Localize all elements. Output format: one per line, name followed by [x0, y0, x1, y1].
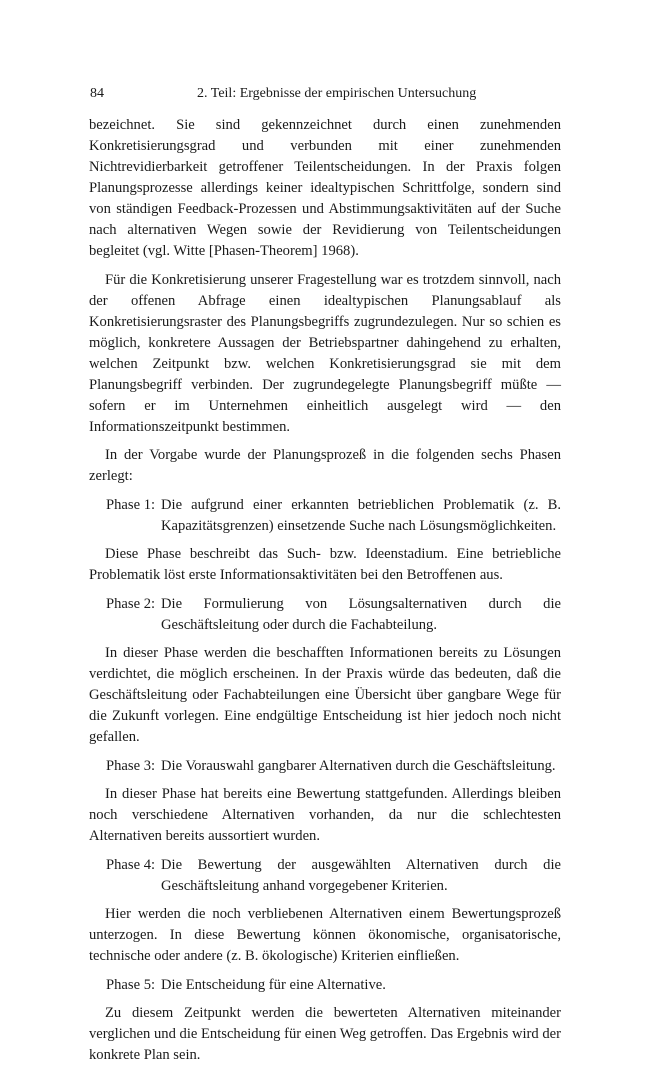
phase-label: Phase 4:: [106, 856, 156, 873]
phase-title: Die aufgrund einer erkannten betrieblichen Problematik (z. B. Kapazitätsgrenzen) einsetzende Suche nach Lösungsmöglichkeiten.: [161, 496, 561, 534]
phase-explanation: Zu diesem Zeitpunkt werden die bewerteten Alternativen miteinander verglichen und die Entscheidung für einen Weg getroffen. Das Ergebnis wird der konkrete Plan sein.: [89, 1005, 561, 1063]
phase-explanation: In dieser Phase hat bereits eine Bewertung stattgefunden. Allerdings bleiben noch verschiedene Alternativen vorhanden, da nur die schlechtesten Alternativen bereits aussortiert wurden.: [89, 786, 561, 844]
phase-title: Die Entscheidung für eine Alternative.: [161, 976, 386, 993]
phase-item: [89, 594, 561, 636]
paragraph: In der Vorgabe wurde der Planungsprozeß in die folgenden sechs Phasen zerlegt:: [89, 447, 561, 484]
phase-title: Die Formulierung von Lösungsalternativen durch die Geschäftsleitung oder durch die Fachabteilung.: [161, 595, 561, 633]
phase-explanation: Diese Phase beschreibt das Such- bzw. Ideenstadium. Eine betriebliche Problematik löst erste Informationsaktivitäten bei den Betroffenen aus.: [89, 546, 561, 583]
running-head: 2. Teil: Ergebnisse der empirischen Untersuchung: [197, 86, 477, 101]
phase-label: Phase 3:: [106, 757, 156, 774]
body-text: [89, 115, 561, 1074]
phase-item: [89, 855, 561, 897]
phase-label: Phase 5:: [106, 976, 156, 993]
phase-item: [89, 495, 561, 537]
phase-label: Phase 1:: [106, 496, 156, 513]
page-header: [90, 84, 560, 104]
page-number: 84: [90, 86, 104, 101]
paragraph-continuation: bezeichnet. Sie sind gekennzeichnet durch einen zunehmenden Konkretisierungsgrad und verbunden mit einer zunehmenden Nichtrevidierbarkeit getroffener Teilentscheidungen. In der Praxis folgen Planungsprozesse allerdings keiner idealtypischen Schrittfolge, sondern sind von ständigen Feedback-Prozessen und Abstimmungsaktivitäten auf der Suche nach alternativen Wegen sowie der Revidierung von Teilentscheidungen begleitet (vgl. Witte [Phasen-Theorem] 1968).: [89, 117, 561, 259]
phase-item: [89, 975, 561, 996]
phase-title: Die Bewertung der ausgewählten Alternativen durch die Geschäftsleitung anhand vorgegebener Kriterien.: [161, 856, 561, 894]
phase-label: Phase 2:: [106, 595, 156, 612]
phase-explanation: In dieser Phase werden die beschafften Informationen bereits zu Lösungen verdichtet, die möglich erscheinen. In der Praxis würde das bedeuten, daß die Geschäftsleitung oder Fachabteilungen eine Übersicht über gangbare Wege für die Zukunft vorlegen. Eine endgültige Entscheidung ist hier jedoch noch nicht gefallen.: [89, 645, 561, 745]
phase-title: Die Vorauswahl gangbarer Alternativen durch die Geschäftsleitung.: [161, 757, 556, 774]
paragraph: Für die Konkretisierung unserer Fragestellung war es trotzdem sinnvoll, nach der offenen Abfrage einen idealtypischen Planungsablauf als Konkretisierungsraster des Planungsbegriffs zugrundezulegen. Nur so schien es möglich, konkretere Aussagen der Betriebspartner dahingehend zu erhalten, welchen Zeitpunkt bzw. welchen Konkretisierungsgrad sie mit dem Planungsbegriff verbinden. Der zugrundegelegte Planungsbegriff müßte — sofern er im Unternehmen einheitlich ausgelegt wird — den Informationszeitpunkt bestimmen.: [89, 271, 561, 435]
phase-explanation: Hier werden die noch verbliebenen Alternativen einem Bewertungsprozeß unterzogen. In diese Bewertung können ökonomische, organisatorische, technische oder andere (z. B. ökologische) Kriterien einfließen.: [89, 906, 561, 964]
phase-item: [89, 756, 561, 777]
